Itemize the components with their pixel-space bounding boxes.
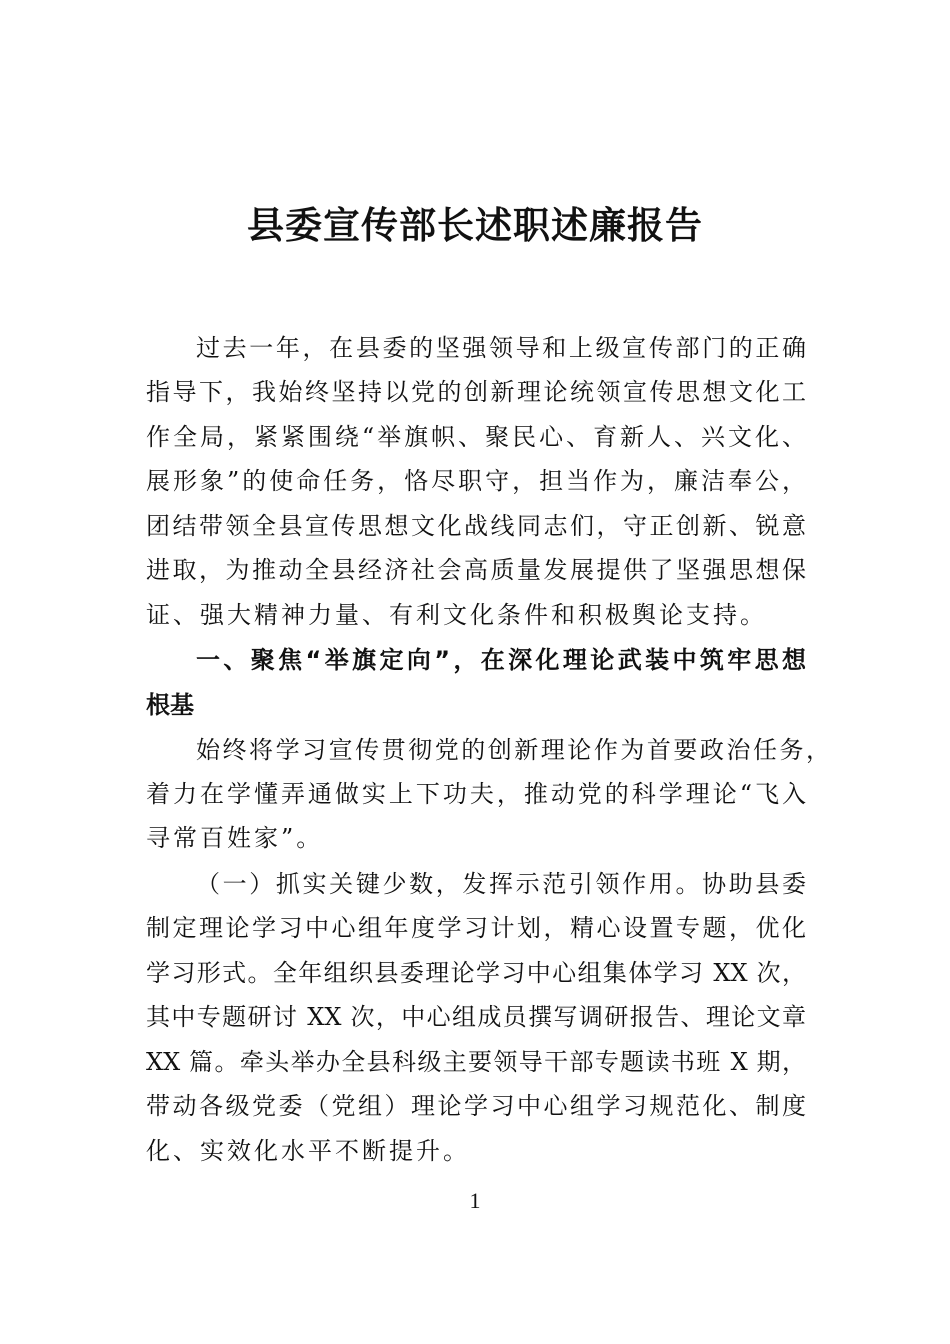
text-line: XX 篇。牵头举办全县科级主要领导干部专题读书班 X 期， [146, 1048, 806, 1076]
page-number: 1 [469, 1188, 481, 1213]
text-line: 带动各级党委（党组）理论学习中心组学习规范化、制度 [146, 1092, 806, 1120]
text-line: 进取，为推动全县经济社会高质量发展提供了坚强思想保 [146, 556, 806, 584]
text-line: 其中专题研讨 XX 次，中心组成员撰写调研报告、理论文章 [146, 1003, 806, 1031]
text-line: 指导下，我始终坚持以党的创新理论统领宣传思想文化工 [146, 378, 806, 406]
text-line: 始终将学习宣传贯彻党的创新理论作为首要政治任务， [196, 736, 830, 764]
text-line: 过去一年，在县委的坚强领导和上级宣传部门的正确 [196, 334, 806, 362]
text-line: 证、强大精神力量、有利文化条件和积极舆论支持。 [146, 601, 767, 629]
text-line: 团结带领全县宣传思想文化战线同志们，守正创新、锐意 [146, 512, 806, 540]
text-line: 作全局，紧紧围绕“举旗帜、聚民心、育新人、兴文化、 [146, 423, 806, 451]
text-line: 寻常百姓家”。 [146, 824, 324, 852]
text-line: 制定理论学习中心组年度学习计划，精心设置专题，优化 [146, 914, 806, 942]
heading-line: 根基 [146, 691, 194, 719]
text-line: 学习形式。全年组织县委理论学习中心组集体学习 XX 次， [146, 959, 806, 987]
heading-line: 一、聚焦“举旗定向”，在深化理论武装中筑牢思想 [196, 646, 806, 674]
text-line: 化、实效化水平不断提升。 [146, 1137, 470, 1165]
text-line: （一）抓实关键少数，发挥示范引领作用。协助县委 [196, 870, 806, 898]
text-line: 展形象”的使命任务，恪尽职守，担当作为，廉洁奉公， [146, 467, 806, 495]
text-line: 着力在学懂弄通做实上下功夫，推动党的科学理论“飞入 [146, 780, 806, 808]
document-title: 县委宣传部长述职述廉报告 [247, 203, 703, 247]
